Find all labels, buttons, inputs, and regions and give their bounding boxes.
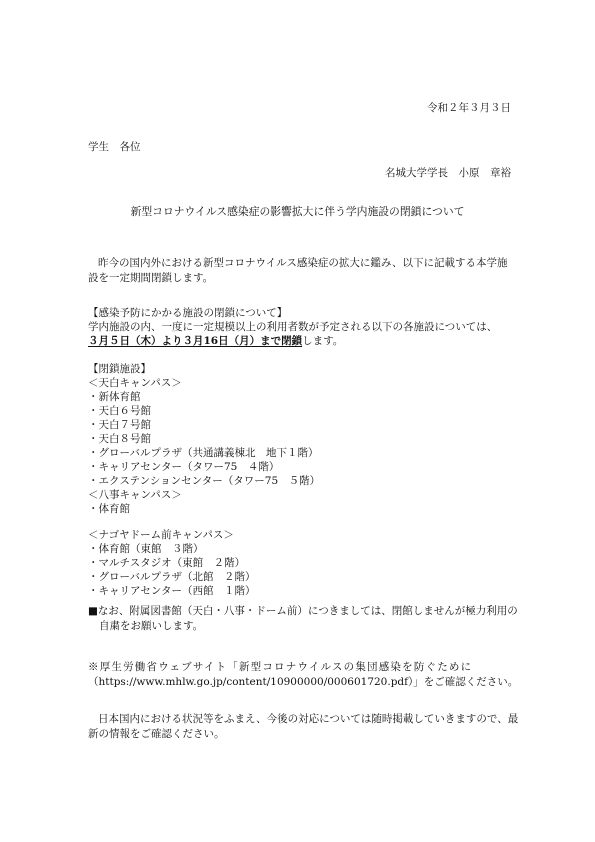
addressee: 学生 各位 [88,141,141,153]
facility-item: ・天白８号館 [88,433,151,445]
campus-heading-tenpaku: ＜天白キャンパス＞ [88,377,182,389]
closure-period [88,334,343,348]
facility-item: ・体育館 [88,503,130,515]
closed-facilities-yagoto [88,488,182,516]
facility-item: ・天白６号館 [88,405,151,417]
closure-period-suffix: します。 [302,335,344,347]
facility-item: ・キャリアセンター（タワー75 ４階） [88,461,280,473]
intro-line: 設を一定期間閉鎖します。 [88,272,214,284]
intro-paragraph [88,256,513,286]
closed-facilities-tenpaku [88,362,320,488]
intro-line: 昨今の国内外における新型コロナウイルス感染症の拡大に鑑み、以下に記載する本学施 [98,257,508,269]
prevention-section-line: 学内施設の内、一度に一定規模以上の利用者数が予定される以下の各施設については、 [88,321,498,333]
campus-heading-nagoya-dome: ＜ナゴヤドーム前キャンパス＞ [88,529,234,541]
issue-date: 令和２年３月３日 [427,102,511,114]
mhlw-note-line: ※厚生労働省ウェブサイト「新型コロナウイルスの集団感染を防ぐために [88,661,473,673]
closing-line: 日本国内における状況等をふまえ、今後の対応については随時掲載していきますので、最 [98,713,519,725]
facility-item: ・キャリアセンター（西館 １階） [88,585,256,597]
facility-item: ・グローバルプラザ（北館 ２階） [88,571,256,583]
closed-facilities-heading: 【閉鎖施設】 [88,363,151,375]
facility-item: ・体育館（東館 ３階） [88,543,204,555]
document-title: 新型コロナウイルス感染症の影響拡大に伴う学内施設の閉鎖について [130,205,465,218]
mhlw-url-line: （https://www.mhlw.go.jp/content/10900000/000601720.pdf）」をご確認ください。 [88,676,519,688]
facility-item: ・天白７号館 [88,419,151,431]
library-note [88,604,518,634]
facility-item: ・新体育館 [88,391,141,403]
closure-period-emphasis: ３月５日（木）より３月16日（月）まで閉鎖 [88,335,303,347]
sender: 名城大学学長 小原 章裕 [385,167,511,179]
closing-line: 新の情報をご確認ください。 [88,728,225,740]
facility-item: ・グローバルプラザ（共通講義棟北 地下１階） [88,447,319,459]
closing-paragraph [88,712,519,742]
prevention-section-heading: 【感染予防にかかる施設の閉鎖について】 [88,307,288,319]
library-note-line: 自粛をお願いします。 [99,620,204,632]
closed-facilities-nagoya-dome [88,528,255,598]
facility-item: ・マルチスタジオ（東館 ２階） [88,557,246,569]
facility-item: ・エクステンションセンター（タワー75 ５階） [88,475,321,487]
mhlw-note [88,660,519,690]
library-note-line: ■なお、附属図書館（天白・八事・ドーム前）につきましては、閉館しませんが極力利用の [88,605,518,617]
campus-heading-yagoto: ＜八事キャンパス＞ [88,489,182,501]
